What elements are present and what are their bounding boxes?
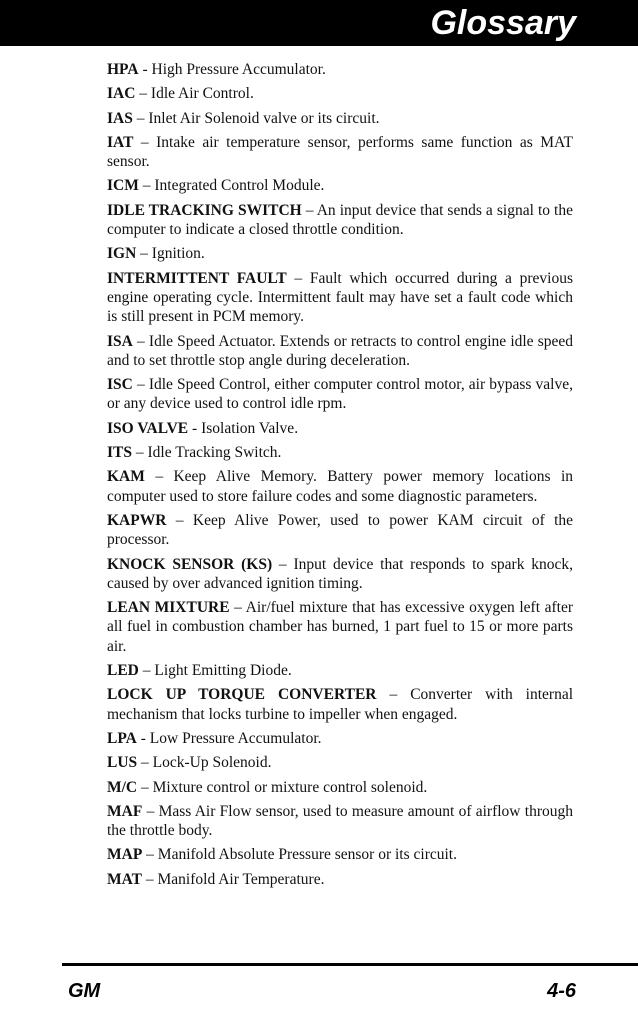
glossary-definition: Low Pressure Accumulator.	[149, 729, 322, 747]
glossary-entry	[107, 511, 573, 550]
glossary-entry	[107, 661, 573, 680]
glossary-term: KNOCK SENSOR (KS)	[107, 555, 273, 573]
term-separator: –	[137, 778, 153, 796]
glossary-entry	[107, 419, 573, 438]
glossary-term: INTERMITTENT FAULT	[107, 269, 287, 287]
glossary-term: MAP	[107, 846, 143, 864]
term-separator: –	[132, 376, 149, 394]
glossary-term: LED	[107, 662, 139, 680]
term-separator: –	[142, 846, 158, 864]
glossary-definition: Integrated Control Module.	[154, 177, 325, 195]
term-separator: –	[137, 754, 153, 772]
glossary-definition: Ignition.	[151, 245, 205, 263]
term-separator: –	[301, 201, 317, 219]
page-title: Glossary	[430, 4, 576, 42]
glossary-term: IAC	[107, 85, 136, 103]
glossary-entry	[107, 598, 573, 656]
term-separator: –	[272, 555, 294, 573]
footer-make-label: GM	[68, 980, 101, 1002]
glossary-definition: Keep Alive Power, used to power KAM circuit of the processor.	[107, 511, 574, 549]
term-separator: –	[376, 686, 411, 704]
term-separator: –	[138, 662, 155, 680]
term-separator: –	[138, 177, 155, 195]
glossary-term: MAF	[107, 802, 143, 820]
glossary-definition: Idle Speed Actuator. Extends or retracts to control engine idle speed and to set throttle stop angle during deceleration.	[107, 332, 573, 369]
glossary-entry	[107, 133, 573, 172]
glossary-definition: Input device that responds to spark knock, caused by over advanced ignition timing.	[107, 555, 573, 592]
glossary-definition: Keep Alive Memory. Battery power memory locations in computer used to store failure codes and some diagnostic parameters.	[107, 468, 573, 505]
glossary-definition: Light Emitting Diode.	[154, 662, 292, 680]
glossary-entry	[107, 443, 573, 462]
term-separator: –	[144, 468, 174, 486]
glossary-definition: Mass Air Flow sensor, used to measure amount of airflow through the throttle body.	[107, 802, 573, 840]
glossary-entry	[107, 244, 573, 263]
footer-rule	[62, 963, 638, 966]
term-separator: –	[132, 332, 149, 350]
glossary-definition: Mixture control or mixture control solenoid.	[152, 778, 428, 796]
glossary-entry	[107, 375, 573, 414]
glossary-term: ISA	[107, 332, 133, 350]
term-separator: -	[188, 419, 202, 437]
glossary-definition: Fault which occurred during a previous engine operating cycle. Intermittent fault may have set a fault code which is still present in PCM memory.	[107, 269, 574, 326]
glossary-entry	[107, 332, 573, 371]
glossary-entry	[107, 60, 573, 79]
glossary-term: KAPWR	[107, 511, 167, 529]
term-separator: -	[136, 729, 150, 747]
glossary-term: LUS	[107, 754, 138, 772]
glossary-entry	[107, 845, 573, 864]
term-separator: –	[135, 85, 151, 103]
glossary-entry	[107, 176, 573, 195]
term-separator: –	[136, 245, 152, 263]
glossary-definition: High Pressure Accumulator.	[151, 61, 326, 78]
term-separator: –	[132, 109, 149, 127]
glossary-entry	[107, 555, 573, 594]
glossary-term: IAT	[107, 133, 134, 151]
glossary-definition: Intake air temperature sensor, performs same function as MAT sensor.	[107, 133, 574, 171]
glossary-definition: Lock-Up Solenoid.	[152, 754, 272, 772]
glossary-term: HPA	[107, 61, 139, 78]
header-bar	[0, 0, 638, 46]
glossary-term: LEAN MIXTURE	[107, 599, 230, 617]
glossary-definition: Manifold Air Temperature.	[157, 870, 325, 888]
glossary-entry	[107, 729, 573, 748]
glossary-definition: Inlet Air Solenoid valve or its circuit.	[148, 109, 380, 127]
glossary-entry	[107, 685, 573, 724]
term-separator: –	[229, 599, 246, 617]
glossary-definition: Idle Speed Control, either computer control motor, air bypass valve, or any device used to control idle rpm.	[107, 376, 573, 413]
term-separator: -	[138, 61, 152, 78]
glossary-definition: Idle Tracking Switch.	[147, 444, 282, 462]
glossary-term: ISO VALVE	[107, 419, 189, 437]
glossary-term: KAM	[107, 468, 145, 486]
glossary-term: LOCK UP TORQUE CONVERTER	[107, 686, 377, 704]
glossary-term: IGN	[107, 245, 137, 263]
glossary-term: ISC	[107, 376, 133, 394]
glossary-term: MAT	[107, 870, 143, 888]
glossary-term: IAS	[107, 109, 133, 127]
page-number: 4-6	[547, 980, 576, 1002]
glossary-term: M/C	[107, 778, 138, 796]
glossary-term: ITS	[107, 444, 132, 462]
glossary-entry	[107, 467, 573, 506]
glossary-entry	[107, 778, 573, 797]
glossary-list	[107, 60, 573, 894]
glossary-entry	[107, 269, 573, 327]
glossary-entry	[107, 802, 573, 841]
glossary-term: IDLE TRACKING SWITCH	[107, 201, 302, 219]
glossary-definition: Air/fuel mixture that has excessive oxygen left after all fuel in combustion chamber has burned, 1 part fuel to 15 or more parts air.	[107, 599, 573, 655]
glossary-entry	[107, 753, 573, 772]
term-separator: –	[142, 870, 158, 888]
glossary-entry	[107, 109, 573, 128]
glossary-entry	[107, 84, 573, 103]
term-separator: –	[286, 269, 310, 287]
glossary-entry	[107, 201, 573, 240]
term-separator: –	[132, 444, 148, 462]
glossary-definition: Converter with internal mechanism that locks turbine to impeller when engaged.	[107, 686, 574, 723]
glossary-term: ICM	[107, 177, 139, 195]
glossary-definition: Isolation Valve.	[201, 419, 299, 437]
glossary-term: LPA	[107, 729, 137, 747]
term-separator: –	[142, 802, 159, 820]
glossary-definition: An input device that sends a signal to the computer to indicate a closed throttle condition.	[107, 201, 573, 239]
term-separator: –	[133, 133, 157, 151]
glossary-entry	[107, 870, 573, 889]
term-separator: –	[166, 511, 193, 529]
glossary-definition: Manifold Absolute Pressure sensor or its circuit.	[157, 846, 457, 864]
glossary-definition: Idle Air Control.	[150, 85, 254, 103]
